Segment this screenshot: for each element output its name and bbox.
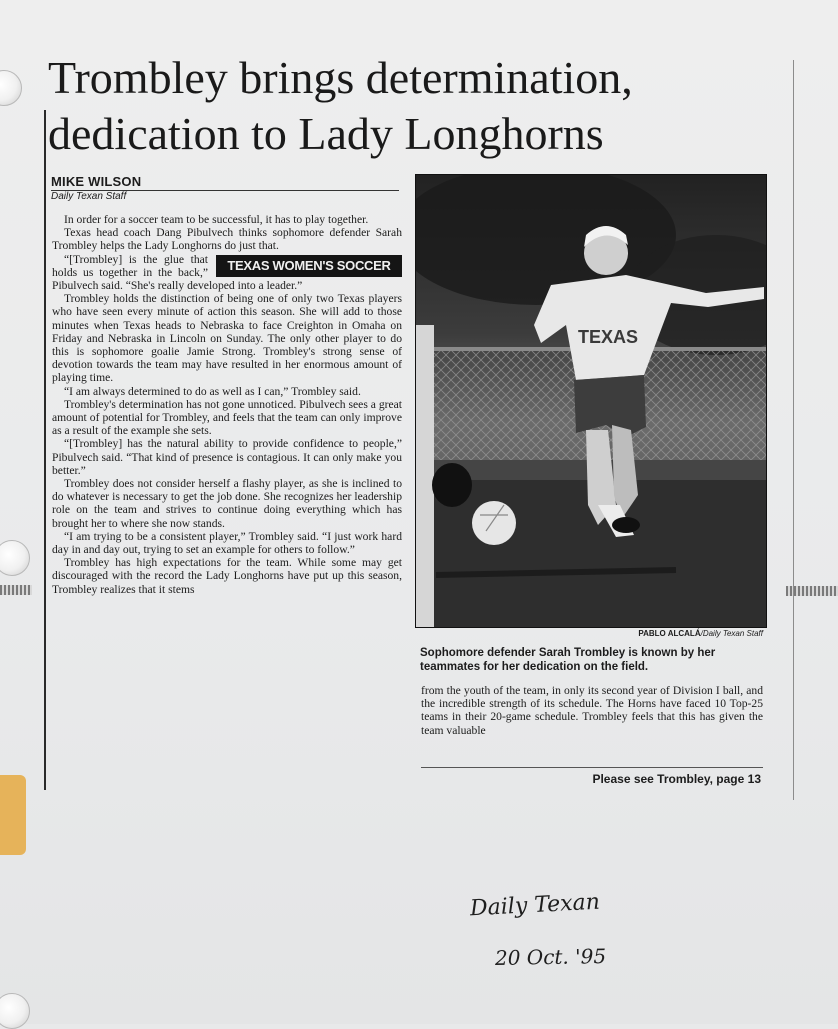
byline: MIKE WILSON [51, 174, 142, 189]
photo-caption: Sophomore defender Sarah Trombley is known by her teammates for her dedication on the field. [420, 647, 716, 673]
article-paragraph: Texas head coach Dang Pibulvech thinks sophomore defender Sarah Trombley helps the Lady Longhorns do just that. [52, 226, 402, 253]
article-paragraph: Trombley's determination has not gone unnoticed. Pibulvech sees a great amount of potential for Trombley, and feels that the team can only improve as a result of the example she sets. [52, 397, 402, 438]
headline-line-2: dedication to Lady Longhorns [48, 108, 604, 159]
binder-edge-mark [0, 585, 32, 595]
article-paragraph: Trombley holds the distinction of being one of only two Texas players who have seen every minute of action this season. She will add to those minutes when Texas heads to Nebraska to face Creighton in Omaha on Friday and Nebraska in Lincoln on Sunday. The only other player to do this is sophomore goalie Jamie Strong. Trombley's strong sense of devotion towards the team may have resulted in her enormous amount of playing time. [52, 292, 402, 385]
article-column-left [52, 213, 402, 596]
article-paragraph: “[Trombley] has the natural ability to provide confidence to people,” Pibulvech said. “That kind of presence is contagious. It can only make you better.” [52, 437, 402, 477]
article-paragraph: “[Trombley] is the glue that holds us together in the back,” Pibulvech said. “She's really developed into a leader.” [52, 252, 303, 293]
photo-credit-name: PABLO ALCALÁ [638, 629, 701, 638]
photo-credit [415, 629, 763, 638]
article-continuation: from the youth of the team, in only its second year of Division I ball, and the incredible strength of its schedule. The Horns have faced 10 Top-25 teams in their 20-game schedule. Trombley feels that this has given the team valuable [421, 684, 763, 737]
headline-line-1: Trombley brings determination, [48, 52, 633, 103]
margin-tab [0, 775, 26, 855]
article-paragraph: “I am trying to be a consistent player,” Trombley said. “I just work hard day in and day out, trying to set an example for others to follow.” [52, 529, 402, 557]
article-paragraph: “I am always determined to do as well as I can,” Trombley said. [64, 384, 361, 398]
jersey-text: TEXAS [578, 327, 639, 347]
section-kicker: TEXAS WOMEN'S SOCCER [216, 255, 402, 277]
binder-hole [0, 70, 22, 106]
news-photo [415, 174, 767, 628]
article-column-right [421, 684, 763, 737]
article-paragraph: Trombley has high expectations for the team. While some may get discouraged with the record the Lady Longhorns have put up this season, Trombley realizes that it stems [52, 556, 402, 596]
jump-rule [421, 767, 763, 768]
column-rule [44, 110, 46, 790]
photo-credit-title: /Daily Texan Staff [700, 629, 763, 638]
handwritten-source: Daily Texan [469, 889, 601, 922]
soccer-player-photo [416, 175, 766, 627]
byline-title: Daily Texan Staff [51, 191, 127, 202]
binder-hole [0, 540, 30, 576]
jump-line: Please see Trombley, page 13 [592, 772, 761, 786]
handwritten-date: 20 Oct. '95 [494, 944, 607, 970]
headline [48, 50, 788, 162]
article-paragraph: Trombley does not consider herself a flashy player, as she is inclined to do whatever is necessary to get the job done. She recognizes her leadership role on the team and strives to continue doing everything which has brought her to where she now stands. [52, 477, 402, 530]
column-rule [793, 60, 794, 800]
article-paragraph: In order for a soccer team to be successful, it has to play together. [64, 213, 369, 226]
